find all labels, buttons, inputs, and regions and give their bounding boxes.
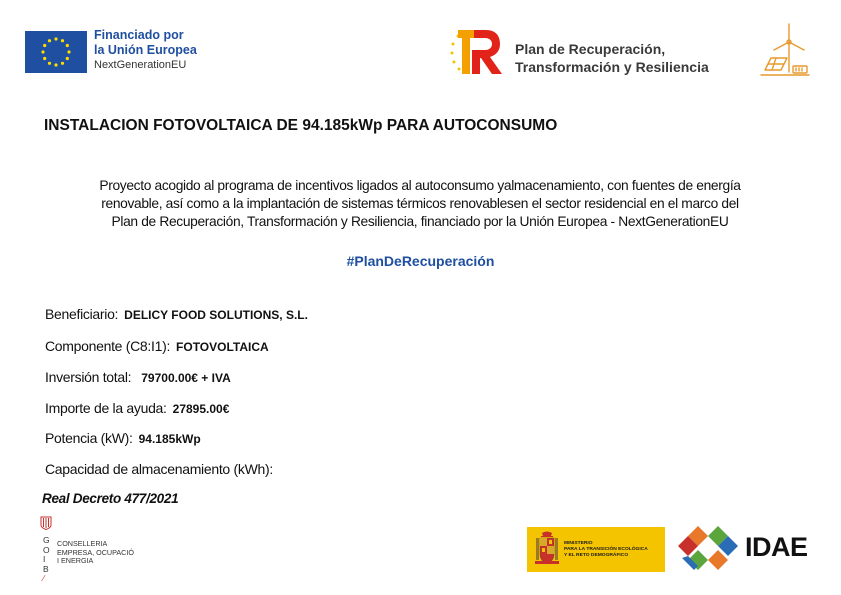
- goib-department: [57, 540, 134, 566]
- field-label: Componente (C8:I1):: [45, 338, 171, 354]
- idae-logo-icon: [677, 524, 739, 572]
- field-label: Inversión total:: [45, 369, 132, 385]
- ministry-name: [564, 541, 648, 559]
- prtr-label: [515, 40, 709, 76]
- ministry-line-1: MINISTERIO: [564, 541, 593, 546]
- document-title: INSTALACION FOTOVOLTAICA DE 94.185kWp PARA AUTOCONSUMO: [44, 117, 558, 134]
- goib-slash-icon: ⁄: [43, 573, 45, 583]
- ministry-line-3: Y EL RETO DEMOGRÁFICO: [564, 553, 629, 558]
- prtr-line-2: Transformación y Resiliencia: [515, 59, 709, 75]
- goib-letter: G: [43, 535, 50, 545]
- field-value: 79700.00€ + IVA: [141, 371, 231, 385]
- idae-wordmark: IDAE: [745, 532, 808, 562]
- intro-paragraph: [40, 177, 800, 231]
- intro-line-2: renovable, así como a la implantación de sistemas térmicos renovablesen el sector residencial en el marco del: [101, 196, 739, 211]
- field-value: 27895.00€: [172, 402, 230, 416]
- prtr-line-1: Plan de Recuperación,: [515, 41, 666, 57]
- field-value: 94.185kWp: [138, 432, 201, 446]
- eu-line-1: Financiado por: [94, 28, 184, 42]
- field-label: Capacidad de almacenamiento (kWh):: [45, 461, 273, 477]
- eu-funding-label: [94, 28, 197, 73]
- ministry-line-2: PARA LA TRANSICIÓN ECOLÓGICA: [564, 547, 648, 552]
- goib-dept-line-1: CONSELLERIA: [57, 539, 108, 548]
- field-label: Importe de la ayuda:: [45, 400, 167, 416]
- eu-line-2: la Unión Europea: [94, 43, 197, 57]
- field-label: Potencia (kW):: [45, 430, 133, 446]
- prtr-logo-icon: [448, 26, 504, 78]
- goib-dept-line-2: EMPRESA, OCUPACIÓ: [57, 547, 134, 557]
- field-capacidad: [45, 461, 279, 477]
- spain-coat-of-arms-icon: [533, 531, 561, 568]
- eu-line-3: NextGenerationEU: [94, 59, 187, 71]
- field-beneficiario: [45, 306, 308, 322]
- field-potencia: [45, 430, 201, 446]
- goib-letters: [43, 536, 50, 584]
- goib-letter: O: [43, 544, 50, 555]
- hashtag-label: #PlanDeRecuperación: [346, 253, 495, 269]
- goib-letter: B: [43, 563, 49, 574]
- field-importe: [45, 400, 229, 416]
- wind-solar-icon: [755, 20, 811, 80]
- field-label: Beneficiario:: [45, 306, 119, 322]
- eu-flag-icon: [25, 31, 87, 73]
- field-value: FOTOVOLTAICA: [176, 340, 269, 354]
- goib-shield-icon: [40, 516, 52, 530]
- field-value: DELICY FOOD SOLUTIONS, S.L.: [124, 308, 308, 322]
- goib-letter: I: [43, 554, 46, 564]
- intro-line-3: Plan de Recuperación, Transformación y Resiliencia, financiado por la Unión Europea - NextGenerationEU: [111, 214, 729, 229]
- royal-decree-label: Real Decreto 477/2021: [42, 491, 179, 506]
- field-inversion: [45, 369, 231, 385]
- field-componente: [45, 338, 269, 354]
- goib-dept-line-3: I ENERGIA: [57, 556, 94, 566]
- intro-line-1: Proyecto acogido al programa de incentivos ligados al autoconsumo yalmacenamiento, con fuentes de energía: [99, 178, 741, 193]
